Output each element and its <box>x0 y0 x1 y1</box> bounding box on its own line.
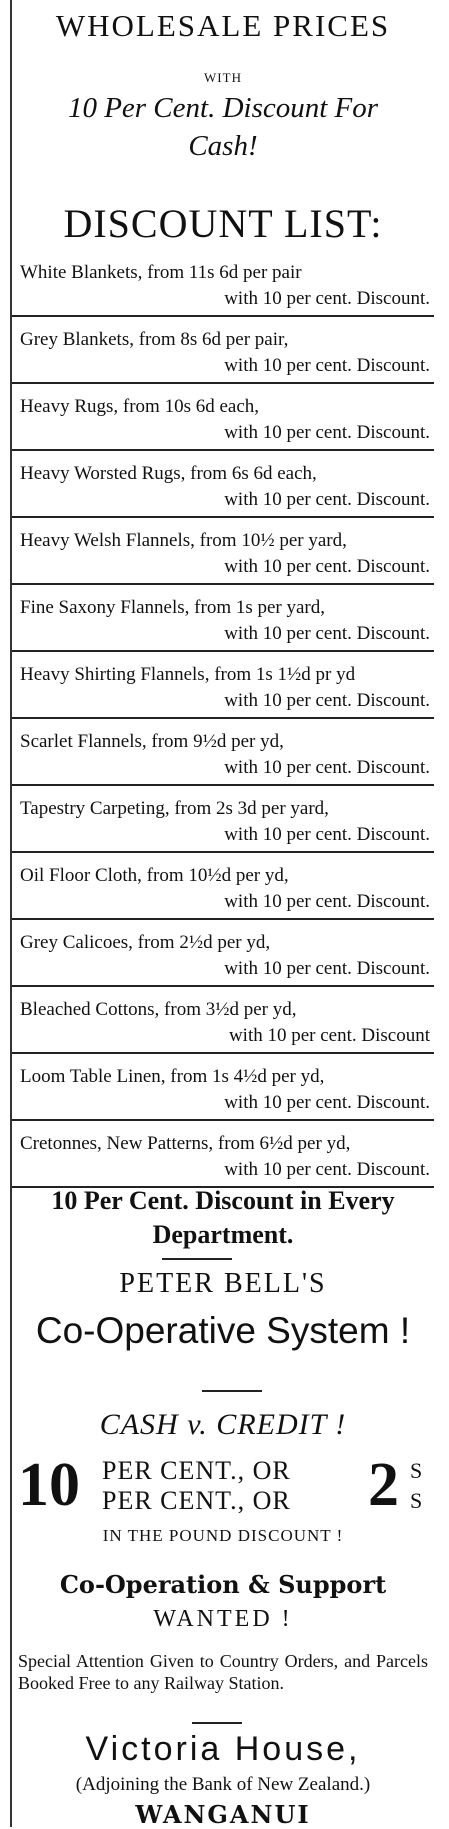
list-item <box>12 652 434 719</box>
list-item <box>12 518 434 585</box>
list-item <box>12 451 434 518</box>
special-attention-text: Special Attention Given to Country Orders, and Parcels Booked Free to any Railway Station. <box>18 1651 428 1693</box>
item-discount: with 10 per cent. Discount. <box>224 958 430 979</box>
cooperative-system-heading: Co-Operative System ! <box>35 1310 411 1351</box>
cooperation-support-heading: Co-Operation & Support <box>59 1570 387 1599</box>
with-label: WITH <box>204 70 242 85</box>
per-cent-block <box>102 1456 291 1516</box>
list-item <box>12 920 434 987</box>
victoria-house-heading: Victoria House, <box>85 1730 361 1768</box>
department-line-2: Department. <box>152 1220 294 1249</box>
item-discount: with 10 per cent. Discount. <box>224 891 430 912</box>
item-description: Heavy Shirting Flannels, from 1s 1½d pr yd <box>20 664 356 685</box>
item-discount: with 10 per cent. Discount. <box>224 623 430 644</box>
item-description: Grey Calicoes, from 2½d per yd, <box>20 932 271 953</box>
list-item <box>12 1054 434 1121</box>
title-wholesale-prices: WHOLESALE PRICES <box>55 8 391 43</box>
item-discount: with 10 per cent. Discount. <box>224 757 430 778</box>
item-description: Bleached Cottons, from 3½d per yd, <box>20 999 297 1020</box>
every-department <box>12 1184 434 1252</box>
adjoining-bank-text: (Adjoining the Bank of New Zealand.) <box>75 1774 371 1795</box>
cash-line: Cash! <box>188 130 258 162</box>
discount-line: 10 Per Cent. Discount For <box>67 92 379 124</box>
item-description: Cretonnes, New Patterns, from 6½d per yd, <box>20 1133 351 1154</box>
big-two: 2 <box>368 1451 399 1519</box>
shillings-s-1: S <box>410 1458 423 1483</box>
shillings-s-2: S <box>410 1488 423 1513</box>
item-discount: with 10 per cent. Discount. <box>224 1092 430 1113</box>
per-cent-line-2: PER CENT., OR <box>102 1486 291 1515</box>
item-discount: with 10 per cent. Discount. <box>224 690 430 711</box>
department-line-1: 10 Per Cent. Discount in Every <box>51 1186 395 1215</box>
item-description: Heavy Rugs, from 10s 6d each, <box>20 396 260 417</box>
divider <box>192 1722 242 1724</box>
divider <box>202 1390 262 1392</box>
item-description: Heavy Welsh Flannels, from 10½ per yard, <box>20 530 347 551</box>
peter-bell-heading: PETER BELL'S <box>119 1268 327 1299</box>
item-discount: with 10 per cent. Discount. <box>224 355 430 376</box>
item-discount: with 10 per cent. Discount. <box>224 1159 430 1180</box>
item-description: Heavy Worsted Rugs, from 6s 6d each, <box>20 463 317 484</box>
list-item <box>12 585 434 652</box>
item-description: Tapestry Carpeting, from 2s 3d per yard, <box>20 798 329 819</box>
item-discount: with 10 per cent. Discount. <box>224 422 430 443</box>
wanganui-heading: WANGANUI <box>135 1800 311 1829</box>
item-description: Oil Floor Cloth, from 10½d per yd, <box>20 865 289 886</box>
item-discount: with 10 per cent. Discount. <box>224 556 430 577</box>
price-list <box>12 250 434 1188</box>
list-item <box>12 853 434 920</box>
list-item <box>12 250 434 317</box>
big-ten: 10 <box>18 1451 80 1519</box>
cash-v-credit: CASH v. CREDIT ! <box>99 1408 347 1441</box>
item-description: White Blankets, from 11s 6d per pair <box>20 262 302 283</box>
list-item <box>12 786 434 853</box>
list-item <box>12 1121 434 1188</box>
shillings-block <box>410 1456 422 1516</box>
item-description: Loom Table Linen, from 1s 4½d per yd, <box>20 1066 325 1087</box>
list-item <box>12 317 434 384</box>
item-discount: with 10 per cent. Discount. <box>224 288 430 309</box>
item-description: Scarlet Flannels, from 9½d per yd, <box>20 731 284 752</box>
list-item <box>12 384 434 451</box>
item-discount: with 10 per cent. Discount <box>228 1025 430 1046</box>
item-description: Grey Blankets, from 8s 6d per pair, <box>20 329 289 350</box>
per-cent-line-1: PER CENT., OR <box>102 1456 291 1485</box>
item-discount: with 10 per cent. Discount. <box>224 489 430 510</box>
list-item <box>12 719 434 786</box>
list-item <box>12 987 434 1054</box>
divider <box>162 1258 232 1260</box>
discount-list-heading: DISCOUNT LIST: <box>63 201 383 246</box>
advertisement <box>12 0 434 1827</box>
item-discount: with 10 per cent. Discount. <box>224 824 430 845</box>
wanted-heading: WANTED ! <box>153 1606 293 1632</box>
in-the-pound-discount: IN THE POUND DISCOUNT ! <box>102 1526 344 1545</box>
item-description: Fine Saxony Flannels, from 1s per yard, <box>20 597 326 618</box>
